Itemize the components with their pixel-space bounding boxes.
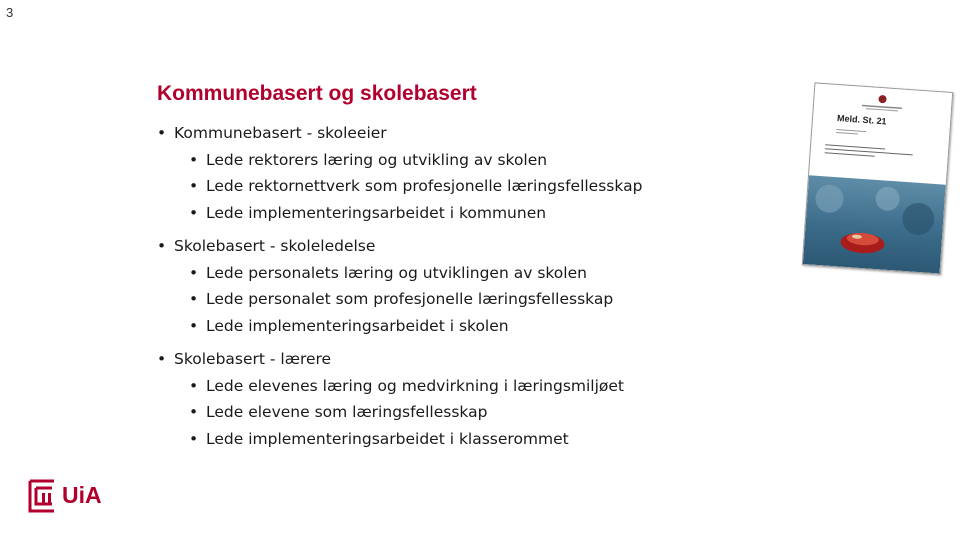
sub-bullet-item xyxy=(157,426,757,453)
sub-bullet-item xyxy=(157,373,757,400)
sub-bullet-text: Lede rektorers læring og utvikling av skolen xyxy=(206,150,548,169)
slide-number: 3 xyxy=(6,5,14,20)
sub-bullet-item xyxy=(157,286,757,313)
bullet-dot: • xyxy=(189,177,199,195)
bullet-dot: • xyxy=(189,290,199,308)
bullet-section xyxy=(157,120,757,226)
bullet-text: Skolebasert - lærere xyxy=(174,350,332,368)
bullet-dot: • xyxy=(189,316,199,335)
uia-logo xyxy=(26,473,136,517)
uia-logo-mark xyxy=(26,473,66,517)
sub-bullet-text: Lede personalet som profesjonelle læringsfellesskap xyxy=(206,290,614,308)
sub-bullet-item xyxy=(157,399,757,426)
bullet-list xyxy=(157,120,757,459)
bullet-item xyxy=(157,233,757,260)
sub-bullet-item xyxy=(157,173,757,200)
cover-heading: Meld. St. 21 xyxy=(836,113,887,127)
slide-title: Kommunebasert og skolebasert xyxy=(157,82,477,105)
sub-bullet-text: Lede rektornettverk som profesjonelle læringsfellesskap xyxy=(206,177,643,195)
cover-header xyxy=(809,83,952,184)
bullet-dot: • xyxy=(189,150,199,169)
bullet-dot: • xyxy=(157,237,167,255)
sub-bullet-item xyxy=(157,200,757,227)
bullet-dot: • xyxy=(189,376,199,395)
uia-logo-text: UiA xyxy=(62,482,102,508)
sub-bullet-text: Lede elevene som læringsfellesskap xyxy=(206,403,488,421)
sub-bullet-item xyxy=(157,313,757,340)
cover-photo xyxy=(803,175,946,273)
bullet-dot: • xyxy=(157,350,167,368)
sub-bullet-text: Lede implementeringsarbeidet i klasserommet xyxy=(206,429,569,448)
sub-bullet-text: Lede elevenes læring og medvirkning i læringsmiljøet xyxy=(206,376,625,395)
bullet-text: Kommunebasert - skoleeier xyxy=(174,124,387,142)
bullet-text: Skolebasert - skoleledelse xyxy=(174,237,376,255)
bullet-dot: • xyxy=(157,124,167,142)
cover-photo-art xyxy=(803,175,946,273)
bullet-dot: • xyxy=(189,203,199,222)
bullet-dot: • xyxy=(189,403,199,421)
bullet-item xyxy=(157,346,757,373)
bullet-item xyxy=(157,120,757,147)
report-cover-image xyxy=(802,82,953,274)
sub-bullet-text: Lede personalets læring og utviklingen av skolen xyxy=(206,263,587,282)
bullet-section xyxy=(157,346,757,452)
bullet-dot: • xyxy=(189,429,199,448)
sub-bullet-item xyxy=(157,147,757,174)
sub-bullet-text: Lede implementeringsarbeidet i kommunen xyxy=(206,203,547,222)
bullet-section xyxy=(157,233,757,339)
sub-bullet-item xyxy=(157,260,757,287)
bullet-dot: • xyxy=(189,263,199,282)
cover-header-art xyxy=(809,83,952,184)
sub-bullet-text: Lede implementeringsarbeidet i skolen xyxy=(206,316,509,335)
